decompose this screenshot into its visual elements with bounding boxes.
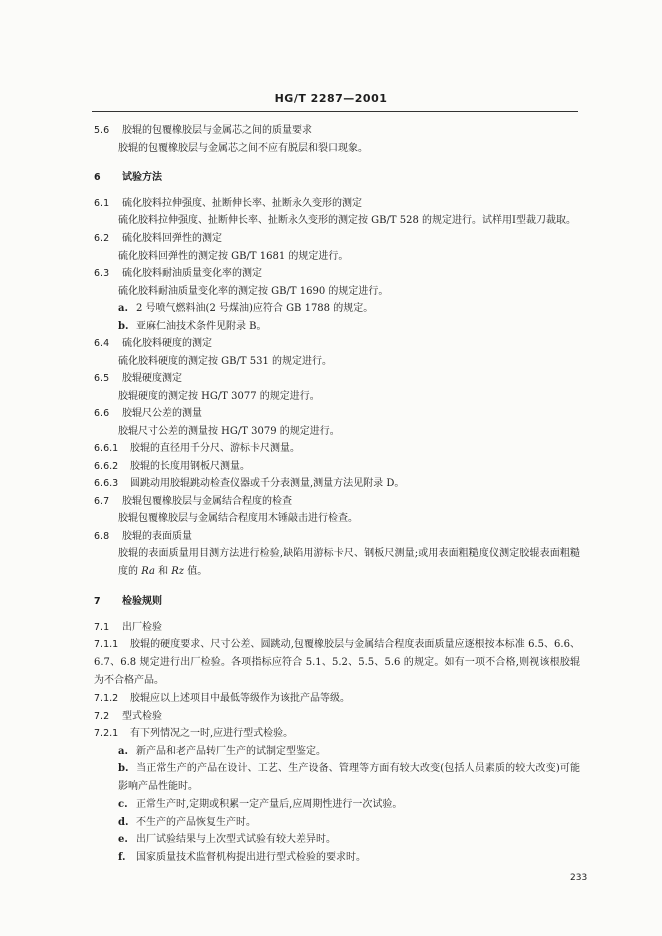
clause-text: 有下列情况之一时,应进行型式检验。 xyxy=(130,728,294,739)
clause-6-3-text: 硫化胶料耐油质量变化率的测定按 GB/T 1690 的规定进行。 xyxy=(118,285,389,297)
item-label: d. xyxy=(118,816,129,828)
item-text: 出厂试验结果与上次型式试验有较大差异时。 xyxy=(136,834,336,845)
clause-number: 6.6 xyxy=(94,408,110,419)
item-label: a. xyxy=(118,745,128,757)
clause-7-2-item-c xyxy=(94,796,580,814)
clause-text: 圆跳动用胶辊跳动检查仪器或千分表测量,测量方法见附录 D。 xyxy=(130,478,405,489)
clause-title: 胶辊的表面质量 xyxy=(122,530,192,542)
clause-7-2-item-d xyxy=(94,814,580,832)
clause-6-3-item-a xyxy=(94,300,580,318)
clause-6-6-2 xyxy=(94,458,580,476)
clause-7-2-1 xyxy=(94,725,580,743)
text-part: 和 xyxy=(154,566,172,577)
page-number: 233 xyxy=(570,873,588,883)
clause-number: 7.1 xyxy=(94,621,110,633)
clause-title: 胶辊的包覆橡胶层与金属芯之间的质量要求 xyxy=(122,125,312,136)
item-label: b. xyxy=(118,763,129,774)
section-title: 检验规则 xyxy=(122,596,162,607)
clause-6-8-heading xyxy=(94,528,580,546)
clause-number: 6.1 xyxy=(94,197,110,209)
clause-number: 7.2.1 xyxy=(94,728,119,739)
clause-7-1-2 xyxy=(94,690,580,708)
clause-text: 胶辊应以上述项目中最低等级作为该批产品等级。 xyxy=(130,693,350,704)
clause-6-1-text: 硫化胶料拉伸强度、扯断伸长率、扯断永久变形的测定按 GB/T 528 的规定进行。试样用Ⅰ型裁刀裁取。 xyxy=(118,215,576,226)
clause-6-8-text xyxy=(94,545,580,581)
clause-6-6-text: 胶辊尺寸公差的测量按 HG/T 3079 的规定进行。 xyxy=(118,425,340,437)
clause-6-5-heading xyxy=(94,370,580,388)
clause-7-2-item-e xyxy=(94,831,580,849)
clause-text: 胶辊的长度用钢板尺测量。 xyxy=(130,460,250,472)
clause-6-7-heading xyxy=(94,493,580,511)
clause-number: 6.4 xyxy=(94,338,110,349)
clause-number: 6.5 xyxy=(94,373,110,384)
clause-title: 出厂检验 xyxy=(122,621,162,633)
clause-title: 胶辊硬度测定 xyxy=(122,373,182,384)
item-text: 2 号喷气燃料油(2 号煤油)应符合 GB 1788 的规定。 xyxy=(136,303,374,314)
clause-number: 5.6 xyxy=(94,125,110,136)
clause-6-6-3 xyxy=(94,475,580,493)
clause-number: 6.8 xyxy=(94,530,110,542)
item-label: e. xyxy=(118,834,128,845)
clause-7-1-1 xyxy=(94,636,580,690)
clause-title: 硫化胶料拉伸强度、扯断伸长率、扯断永久变形的测定 xyxy=(122,197,362,209)
item-text: 亚麻仁油技术条件见附录 B。 xyxy=(136,320,267,332)
clause-6-3-heading xyxy=(94,265,580,283)
clause-number: 6.2 xyxy=(94,233,110,244)
clause-7-1-heading xyxy=(94,619,580,637)
item-text: 国家质量技术监督机构提出进行型式检验的要求时。 xyxy=(136,851,366,863)
standard-code: HG/T 2287—2001 xyxy=(274,92,388,105)
text-part: 胶辊的表面质量用目测方法进行检验,缺陷用游标卡尺、钢板尺测量;或用表面粗糙度仪测定胶辊表面粗糙度的 xyxy=(118,548,580,577)
item-label: c. xyxy=(118,799,128,810)
clause-text: 胶辊的直径用千分尺、游标卡尺测量。 xyxy=(130,443,300,454)
clause-number: 6.6.1 xyxy=(94,443,119,454)
clause-7-2-item-a xyxy=(94,743,580,761)
clause-number: 6.6.2 xyxy=(94,460,119,472)
section-number: 6 xyxy=(94,172,101,183)
section-7-heading xyxy=(94,593,580,611)
clause-6-6-heading xyxy=(94,405,580,423)
item-label: b. xyxy=(118,320,129,332)
clause-number: 7.1.2 xyxy=(94,693,119,704)
clause-6-5-text: 胶辊硬度的测定按 HG/T 3077 的规定进行。 xyxy=(118,390,320,402)
clause-5-6-heading xyxy=(94,122,580,140)
clause-5-6-text: 胶辊的包覆橡胶层与金属芯之间不应有脱层和裂口现象。 xyxy=(118,142,368,154)
header-rule xyxy=(92,111,578,112)
roughness-ra: Ra xyxy=(141,566,155,577)
item-text: 不生产的产品恢复生产时。 xyxy=(136,816,256,828)
clause-title: 硫化胶料回弹性的测定 xyxy=(122,233,222,244)
clause-text: 胶辊的硬度要求、尺寸公差、圆跳动,包覆橡胶层与金属结合程度表面质量应逐根按本标准 6.5、6.6、6.7、6.8 规定进行出厂检验。各项指标应符合 5.1、5.2、5.5、5.6 的规定。如有一项不合格,则视该根胶辊为不合格产品。 xyxy=(94,639,580,686)
document-body xyxy=(94,122,580,866)
clause-title: 硫化胶料硬度的测定 xyxy=(122,338,212,349)
clause-number: 7.2 xyxy=(94,710,110,722)
clause-number: 7.1.1 xyxy=(94,639,119,650)
clause-6-4-text: 硫化胶料硬度的测定按 GB/T 531 的规定进行。 xyxy=(118,355,332,367)
clause-7-2-item-b xyxy=(94,760,580,796)
clause-6-7-text: 胶辊包覆橡胶层与金属结合程度用木锤敲击进行检查。 xyxy=(118,513,358,524)
clause-title: 胶辊尺公差的测量 xyxy=(122,408,202,419)
section-title: 试验方法 xyxy=(122,172,162,183)
item-text: 当正常生产的产品在设计、工艺、生产设备、管理等方面有较大改变(包括人员素质的较大改变)可能影响产品性能时。 xyxy=(118,763,580,792)
clause-6-6-1 xyxy=(94,440,580,458)
text-part: 值。 xyxy=(184,566,208,577)
clause-7-2-heading xyxy=(94,708,580,726)
item-label: f. xyxy=(118,851,126,863)
item-label: a. xyxy=(118,303,128,314)
clause-number: 6.3 xyxy=(94,268,110,279)
item-text: 正常生产时,定期或积累一定产量后,应周期性进行一次试验。 xyxy=(136,799,403,810)
section-6-heading xyxy=(94,169,580,187)
clause-6-2-text: 硫化胶料回弹性的测定按 GB/T 1681 的规定进行。 xyxy=(118,250,349,262)
clause-6-2-heading xyxy=(94,230,580,248)
clause-7-2-item-f xyxy=(94,849,580,867)
item-text: 新产品和老产品转厂生产的试制定型鉴定。 xyxy=(136,745,326,757)
clause-6-3-item-b xyxy=(94,318,580,336)
clause-number: 6.6.3 xyxy=(94,478,119,489)
clause-6-1-heading xyxy=(94,195,580,213)
clause-title: 硫化胶料耐油质量变化率的测定 xyxy=(122,268,262,279)
clause-title: 型式检验 xyxy=(122,710,162,722)
section-number: 7 xyxy=(94,596,101,607)
clause-6-4-heading xyxy=(94,335,580,353)
clause-number: 6.7 xyxy=(94,495,110,507)
roughness-rz: Rz xyxy=(171,566,185,577)
clause-title: 胶辊包覆橡胶层与金属结合程度的检查 xyxy=(122,495,292,507)
